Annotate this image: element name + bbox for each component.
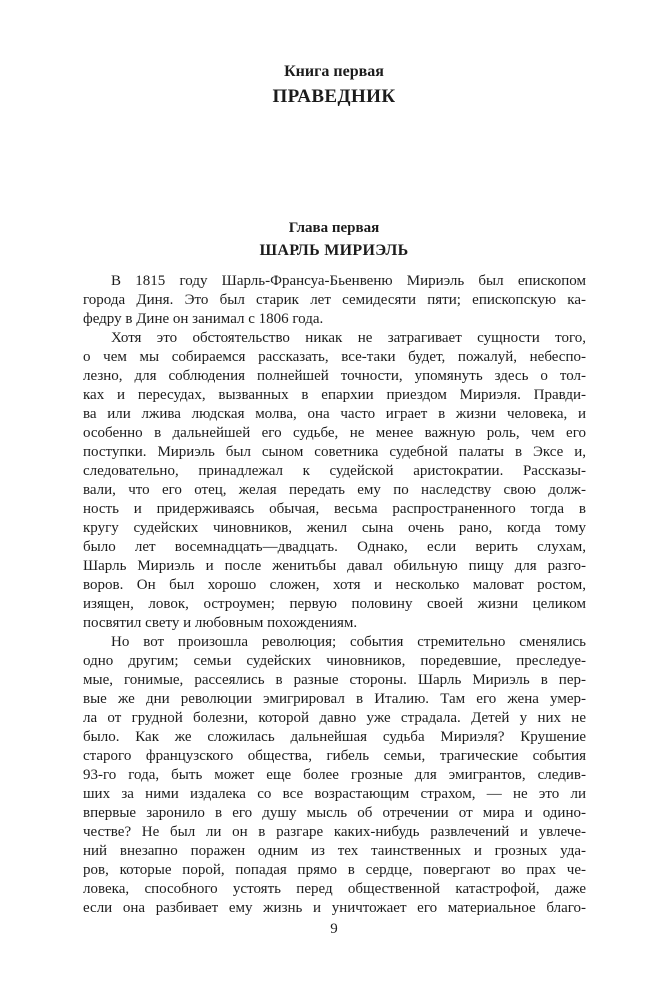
text-line: 93-го года, быть может еще более грозные для эмигрантов, следив- [83,767,586,783]
text-line: мые, гонимые, рассеялись в разные стороны. Шарль Мириэль в пер- [83,672,586,688]
text-line: изящен, ловок, остроумен; первую половину своей жизни целиком [83,596,586,612]
text-line: лезно, для соблюдения полнейшей точности, упомянуть здесь о тол- [83,368,586,384]
text-line: ловека, способного устоять перед общественной катастрофой, даже [83,881,586,897]
text-line: ших за ними издалека со все возрастающим страхом, — не это ли [83,786,586,802]
chapter-kicker: Глава первая [288,220,380,236]
text-line: было. Как же сложилась дальнейшая судьба Мириэля? Крушение [83,729,586,745]
text-line: Но вот произошла революция; события стремительно сменялись [111,634,586,650]
text-line: особенно в дальнейшей его судьбе, не менее важную роль, чем его [83,425,586,441]
body-text [83,272,586,918]
text-line: следовательно, принадлежал к судейской аристократии. Рассказы- [83,463,586,479]
text-line: если она разбивает ему жизнь и уничтожает его материальное благо- [83,900,586,916]
text-line: кругу судейских чиновников, женил сына очень рано, когда тому [83,520,586,536]
text-line: города Диня. Это был старик лет семидесяти пяти; епископскую ка- [83,292,586,308]
text-line: федру в Дине он занимал с 1806 года. [83,311,324,327]
text-line: вые же дни революции эмигрировал в Италию. Там его жена умер- [83,691,586,707]
text-line: старого французского общества, гибель семьи, трагические события [83,748,586,764]
text-line: поступки. Мириэль был сыном советника судебной палаты в Эксе и, [83,444,586,460]
text-line: ках и пересудах, вызванных в епархии приездом Мириэля. Правди- [83,387,586,403]
text-line: одно другим; семьи судейских чиновников, поредевшие, преследуе- [83,653,586,669]
text-line: В 1815 году Шарль-Франсуа-Бьенвеню Мириэль был епископом [111,273,586,289]
text-line: вали, что его отец, желая передать ему по наследству свою долж- [83,482,586,498]
text-line: ва или лжива людская молва, она часто играет в жизни человека, и [83,406,586,422]
text-line: ний внезапно поражен одним из тех таинственных и грозных уда- [83,843,586,859]
chapter-heading [0,219,668,261]
book-title: ПРАВЕДНИК [272,86,396,107]
text-line: о чем мы собираемся рассказать, все-таки будет, пожалуй, небеспо- [83,349,586,365]
chapter-title: ШАРЛЬ МИРИЭЛЬ [259,242,409,259]
book-kicker: Книга первая [284,63,384,80]
page-number: 9 [330,921,338,937]
text-line: ность и придерживаясь обычая, весьма распространенного тогда в [83,501,586,517]
text-line: было лет восемнадцать—двадцать. Однако, если верить слухам, [83,539,586,555]
text-line: воров. Он был хорошо сложен, хотя и несколько маловат ростом, [83,577,586,593]
text-line: впервые заронило в его душу мысль об отречении от мира и одино- [83,805,586,821]
text-line: честве? Не был ли он в разгаре каких-нибудь развлечений и увлече- [83,824,586,840]
text-line: посвятил свету и любовным похождениям. [83,615,358,631]
text-line: ла от грудной болезни, которой давно уже страдала. Детей у них не [83,710,586,726]
text-line: ров, которые порой, попадая прямо в сердце, повергают во прах че- [83,862,586,878]
book-heading [0,62,668,109]
text-line: Шарль Мириэль и после женитьбы давал обильную пищу для разго- [83,558,586,574]
text-line: Хотя это обстоятельство никак не затрагивает сущности того, [111,330,586,346]
